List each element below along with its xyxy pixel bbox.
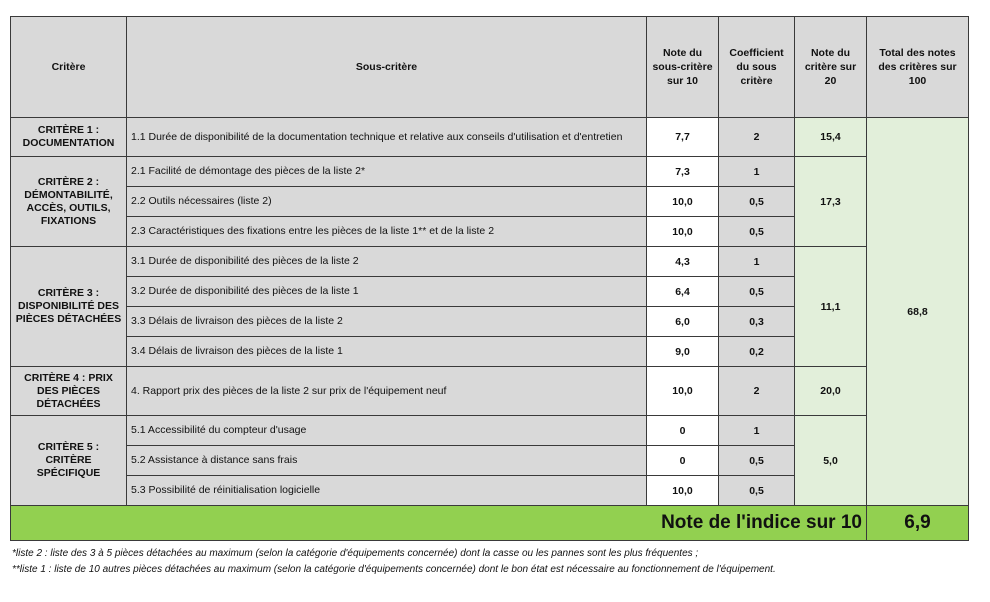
sub-criterion-note: 10,0 xyxy=(647,367,719,416)
criterion-label: CRITÈRE 5 : CRITÈRE SPÉCIFIQUE xyxy=(11,416,127,506)
sub-criterion-note: 0 xyxy=(647,446,719,476)
table-row xyxy=(11,118,969,157)
sub-criterion-coefficient: 1 xyxy=(719,157,795,187)
sub-criterion-coefficient: 0,5 xyxy=(719,217,795,247)
header-critere: Critère xyxy=(11,17,127,118)
criterion-label: CRITÈRE 3 : DISPONIBILITÉ DES PIÈCES DÉTACHÉES xyxy=(11,247,127,367)
header-row xyxy=(11,17,969,118)
sub-criterion-label: 3.4 Délais de livraison des pièces de la liste 1 xyxy=(127,337,647,367)
sub-criterion-label: 5.1 Accessibilité du compteur d'usage xyxy=(127,416,647,446)
final-score-row xyxy=(11,506,969,541)
sub-criterion-coefficient: 0,5 xyxy=(719,476,795,506)
sub-criterion-label: 5.3 Possibilité de réinitialisation logicielle xyxy=(127,476,647,506)
sub-criterion-label: 5.2 Assistance à distance sans frais xyxy=(127,446,647,476)
header-note-sous-critere: Note du sous-critère sur 10 xyxy=(647,17,719,118)
table-row xyxy=(11,247,969,277)
sub-criterion-note: 10,0 xyxy=(647,187,719,217)
sub-criterion-note: 10,0 xyxy=(647,476,719,506)
footnote-liste-2: *liste 2 : liste des 3 à 5 pièces détachées au maximum (selon la catégorie d'équipements concernée) dont la casse ou les pannes sont les plus fréquentes ; xyxy=(12,548,699,559)
sub-criterion-note: 6,4 xyxy=(647,277,719,307)
criterion-label: CRITÈRE 1 : DOCUMENTATION xyxy=(11,118,127,157)
sub-criterion-coefficient: 0,5 xyxy=(719,277,795,307)
criterion-score: 5,0 xyxy=(795,416,867,506)
sub-criterion-note: 6,0 xyxy=(647,307,719,337)
header-sous-critere: Sous-critère xyxy=(127,17,647,118)
criterion-score: 17,3 xyxy=(795,157,867,247)
final-score-value: 6,9 xyxy=(867,506,969,541)
sub-criterion-note: 4,3 xyxy=(647,247,719,277)
sub-criterion-coefficient: 2 xyxy=(719,118,795,157)
sub-criterion-note: 7,3 xyxy=(647,157,719,187)
sub-criterion-coefficient: 0,3 xyxy=(719,307,795,337)
sub-criterion-label: 3.1 Durée de disponibilité des pièces de la liste 2 xyxy=(127,247,647,277)
sub-criterion-note: 9,0 xyxy=(647,337,719,367)
sub-criterion-note: 7,7 xyxy=(647,118,719,157)
sub-criterion-coefficient: 1 xyxy=(719,247,795,277)
table-row xyxy=(11,367,969,416)
final-score-label: Note de l'indice sur 10 xyxy=(11,506,867,541)
criterion-label: CRITÈRE 4 : PRIX DES PIÈCES DÉTACHÉES xyxy=(11,367,127,416)
sub-criterion-coefficient: 0,2 xyxy=(719,337,795,367)
sub-criterion-note: 0 xyxy=(647,416,719,446)
total-score: 68,8 xyxy=(867,118,969,506)
sub-criterion-label: 2.3 Caractéristiques des fixations entre les pièces de la liste 1** et de la liste 2 xyxy=(127,217,647,247)
repairability-score-table xyxy=(10,16,969,541)
criterion-score: 20,0 xyxy=(795,367,867,416)
criterion-label: CRITÈRE 2 : DÉMONTABILITÉ, ACCÈS, OUTILS, FIXATIONS xyxy=(11,157,127,247)
footnote-liste-1: **liste 1 : liste de 10 autres pièces détachées au maximum (selon la catégorie d'équipements concernée) dont le bon état est nécessaire au fonctionnement de l'équipement. xyxy=(12,564,776,575)
table-row xyxy=(11,157,969,187)
header-coefficient: Coefficient du sous critère xyxy=(719,17,795,118)
sub-criterion-label: 2.1 Facilité de démontage des pièces de la liste 2* xyxy=(127,157,647,187)
header-note-critere: Note du critère sur 20 xyxy=(795,17,867,118)
header-total: Total des notes des critères sur 100 xyxy=(867,17,969,118)
sub-criterion-coefficient: 2 xyxy=(719,367,795,416)
sub-criterion-note: 10,0 xyxy=(647,217,719,247)
sub-criterion-label: 2.2 Outils nécessaires (liste 2) xyxy=(127,187,647,217)
sub-criterion-coefficient: 0,5 xyxy=(719,187,795,217)
criterion-score: 11,1 xyxy=(795,247,867,367)
sub-criterion-label: 1.1 Durée de disponibilité de la documentation technique et relative aux conseils d'utilisation et d'entretien xyxy=(127,118,647,157)
sub-criterion-label: 4. Rapport prix des pièces de la liste 2 sur prix de l'équipement neuf xyxy=(127,367,647,416)
criterion-score: 15,4 xyxy=(795,118,867,157)
sub-criterion-label: 3.2 Durée de disponibilité des pièces de la liste 1 xyxy=(127,277,647,307)
table-row xyxy=(11,416,969,446)
sub-criterion-coefficient: 0,5 xyxy=(719,446,795,476)
sub-criterion-label: 3.3 Délais de livraison des pièces de la liste 2 xyxy=(127,307,647,337)
sub-criterion-coefficient: 1 xyxy=(719,416,795,446)
